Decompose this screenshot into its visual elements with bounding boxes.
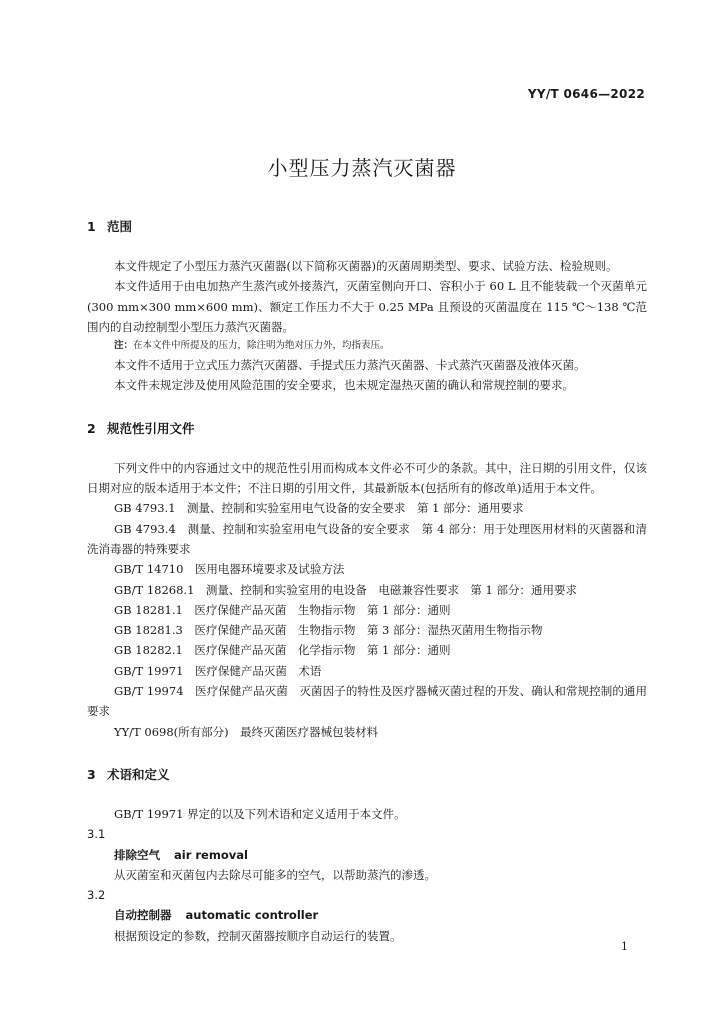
term-heading bbox=[87, 845, 647, 865]
term-heading bbox=[87, 905, 647, 925]
term-definition: 从灭菌室和灭菌包内去除尽可能多的空气，以帮助蒸汽的渗透。 bbox=[114, 867, 436, 882]
standard-code: YY/T 0646—2022 bbox=[527, 87, 645, 101]
section-title: 范围 bbox=[107, 219, 133, 234]
paragraph: 本文件未规定涉及使用风险范围的安全要求，也未规定湿热灭菌的确认和常规控制的要求。 bbox=[114, 378, 574, 393]
section-3-heading bbox=[87, 766, 647, 784]
clause-number: 3.2 bbox=[87, 888, 106, 903]
paragraph: 本文件适用于由电加热产生蒸汽或外接蒸汽，灭菌室侧向开口、容积小于 60 L 且不能装载一个灭菌单元(300 mm×300 mm×600 mm)、额定工作压力不大于 0.25 MPa 且预设的灭菌温度在 115 ℃～138 ℃范围内的自动控制型小型压力蒸汽灭菌器。 bbox=[87, 279, 647, 334]
section-title: 规范性引用文件 bbox=[107, 420, 195, 436]
section-number: 3 bbox=[87, 766, 96, 782]
reference-item: GB 18282.1 医疗保健产品灭菌 化学指示物 第 1 部分：通则 bbox=[114, 643, 451, 658]
reference-item: GB/T 14710 医用电器环境要求及试验方法 bbox=[114, 562, 345, 577]
term-en: air removal bbox=[174, 847, 248, 862]
section-number: 1 bbox=[87, 219, 96, 234]
reference-item: GB 18281.3 医疗保健产品灭菌 生物指示物 第 3 部分：湿热灭菌用生物指示物 bbox=[114, 623, 543, 638]
note bbox=[87, 337, 647, 355]
document-body bbox=[87, 218, 647, 946]
page-number: 1 bbox=[621, 940, 628, 953]
reference-item: GB/T 18268.1 测量、控制和实验室用的电设备 电磁兼容性要求 第 1 部分：通用要求 bbox=[114, 582, 578, 597]
term-zh: 排除空气 bbox=[114, 847, 160, 862]
term-definition: 根据预设定的参数，控制灭菌器按顺序自动运行的装置。 bbox=[114, 928, 402, 943]
reference-item: YY/T 0698(所有部分) 最终灭菌医疗器械包装材料 bbox=[114, 724, 379, 739]
reference-item: GB 4793.4 测量、控制和实验室用电气设备的安全要求 第 4 部分：用于处理医用材料的灭菌器和清洗消毒器的特殊要求 bbox=[87, 521, 647, 556]
reference-item: GB/T 19971 医疗保健产品灭菌 术语 bbox=[114, 663, 322, 678]
reference-item: GB 4793.1 测量、控制和实验室用电气设备的安全要求 第 1 部分：通用要求 bbox=[114, 501, 524, 516]
section-2-heading bbox=[87, 420, 647, 438]
term-zh: 自动控制器 bbox=[114, 908, 172, 923]
note-label: 注： bbox=[114, 340, 134, 352]
note-text: 在本文件中所提及的压力，除注明为绝对压力外，均指表压。 bbox=[133, 340, 390, 352]
clause-number: 3.1 bbox=[87, 827, 106, 842]
term-en: automatic controller bbox=[185, 908, 319, 923]
paragraph: 本文件不适用于立式压力蒸汽灭菌器、手提式压力蒸汽灭菌器、卡式蒸汽灭菌器及液体灭菌。 bbox=[114, 358, 586, 373]
reference-item: GB/T 19974 医疗保健产品灭菌 灭菌因子的特性及医疗器械灭菌过程的开发、确认和常规控制的通用要求 bbox=[87, 684, 647, 719]
reference-item: GB 18281.1 医疗保健产品灭菌 生物指示物 第 1 部分：通则 bbox=[114, 602, 451, 617]
section-title: 术语和定义 bbox=[107, 766, 170, 782]
paragraph: 本文件规定了小型压力蒸汽灭菌器(以下简称灭菌器)的灭菌周期类型、要求、试验方法、检验规则。 bbox=[114, 259, 618, 273]
paragraph: GB/T 19971 界定的以及下列术语和定义适用于本文件。 bbox=[114, 806, 406, 821]
section-number: 2 bbox=[87, 420, 96, 436]
paragraph: 下列文件中的内容通过文中的规范性引用而构成本文件必不可少的条款。其中，注日期的引用文件，仅该日期对应的版本适用于本文件；不注日期的引用文件，其最新版本(包括所有的修改单)适用于本文件。 bbox=[87, 460, 647, 496]
section-1-heading bbox=[87, 218, 647, 236]
document-title: 小型压力蒸汽灭菌器 bbox=[267, 156, 457, 180]
